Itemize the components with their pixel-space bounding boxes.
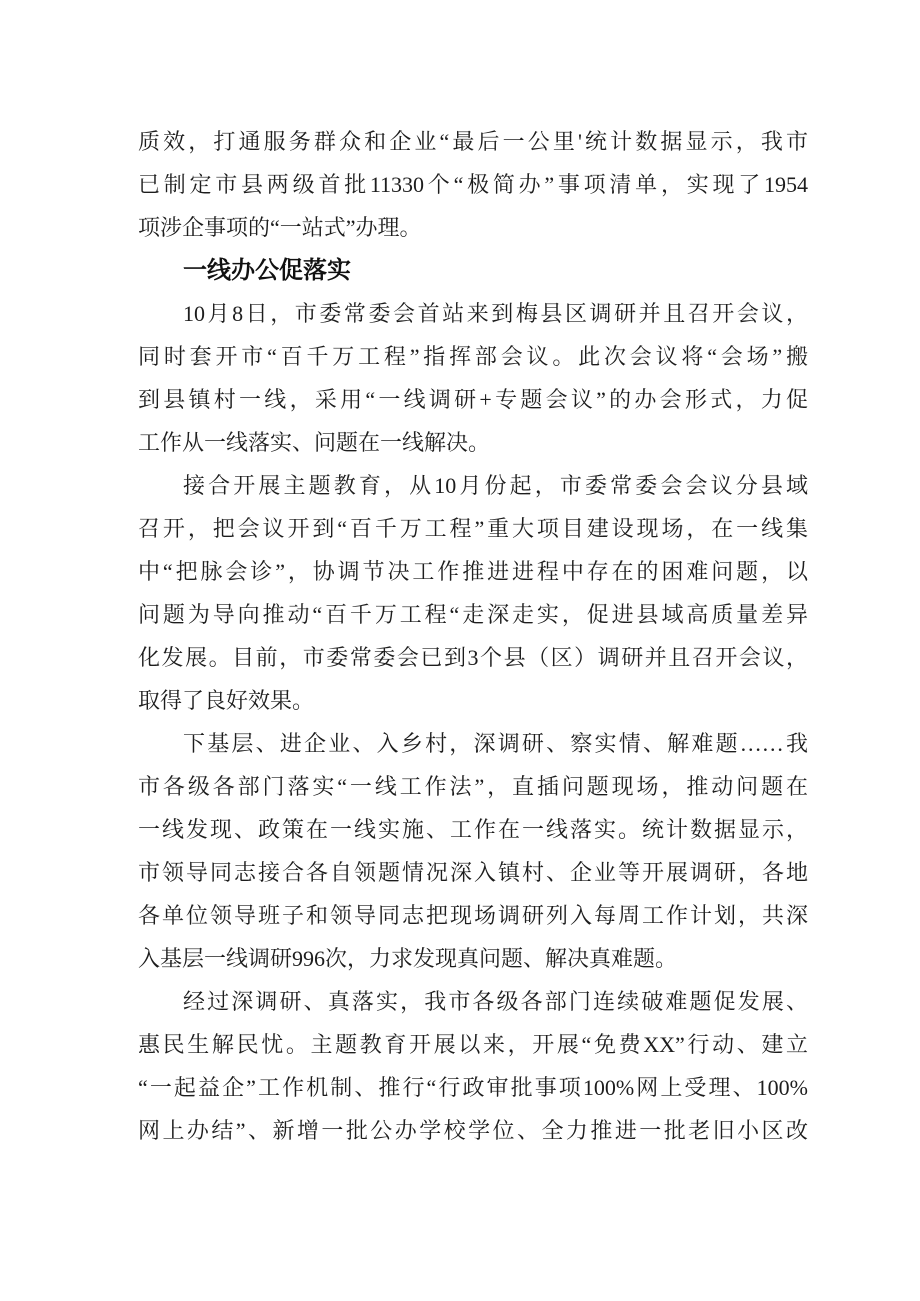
paragraph3-line-2: 召开，把会议开到“百千万工程”重大项目建设现场，在一线集: [138, 516, 808, 541]
paragraph4-line-2: 市各级各部门落实“一线工作法”，直插问题现场，推动问题在: [138, 774, 808, 799]
paragraph5-line-2: 惠民生解民忧。主题教育开展以来，开展“免费XX”行动、建立: [138, 1032, 808, 1057]
paragraph5-line-4: 网上办结”、新增一批公办学校学位、全力推进一批老旧小区改: [138, 1118, 808, 1143]
paragraph4-line-4: 市领导同志接合各自领题情况深入镇村、企业等开展调研，各地: [138, 860, 808, 885]
paragraph2-line-3: 到县镇村一线，采用“一线调研+专题会议”的办会形式，力促: [138, 387, 808, 412]
paragraph3-line-6: 取得了良好效果。: [138, 688, 315, 713]
paragraph2-line-1: 10月8日，市委常委会首站来到梅县区调研并且召开会议，: [183, 301, 808, 326]
document-text-block: [138, 120, 808, 1152]
paragraph4-line-6: 入基层一线调研996次，力求发现真问题、解决真难题。: [138, 946, 678, 971]
paragraph1-line-1: 质效，打通服务群众和企业“最后一公里'统计数据显示，我市: [138, 129, 808, 154]
paragraph4-line-5: 各单位领导班子和领导同志把现场调研列入每周工作计划，共深: [138, 903, 808, 928]
paragraph2-line-4: 工作从一线落实、问题在一线解决。: [138, 430, 491, 455]
paragraph5-line-3: “一起益企”工作机制、推行“行政审批事项100%网上受理、100%: [138, 1075, 808, 1100]
paragraph3-line-3: 中“把脉会诊”，协调节决工作推进进程中存在的困难问题，以: [138, 559, 808, 584]
paragraph2-line-2: 同时套开市“百千万工程”指挥部会议。此次会议将“会场”搬: [138, 344, 808, 369]
paragraph4-line-3: 一线发现、政策在一线实施、工作在一线落实。统计数据显示，: [138, 817, 808, 842]
paragraph3-line-1: 接合开展主题教育，从10月份起，市委常委会会议分县域: [183, 473, 808, 498]
paragraph5-line-1: 经过深调研、真落实，我市各级各部门连续破难题促发展、: [183, 989, 808, 1014]
paragraph1-line-3: 项涉企事项的“一站式”办理。: [138, 215, 422, 240]
paragraph1-line-2: 已制定市县两级首批11330个“极简办”事项清单，实现了1954: [138, 172, 808, 197]
paragraph3-line-5: 化发展。目前，市委常委会已到3个县（区）调研并且召开会议，: [138, 645, 808, 670]
section-heading: 一线办公促落实: [183, 257, 351, 284]
paragraph3-line-4: 问题为导向推动“百千万工程“走深走实，促进县域高质量差异: [138, 602, 808, 627]
paragraph4-line-1: 下基层、进企业、入乡村，深调研、察实情、解难题……我: [183, 731, 808, 756]
